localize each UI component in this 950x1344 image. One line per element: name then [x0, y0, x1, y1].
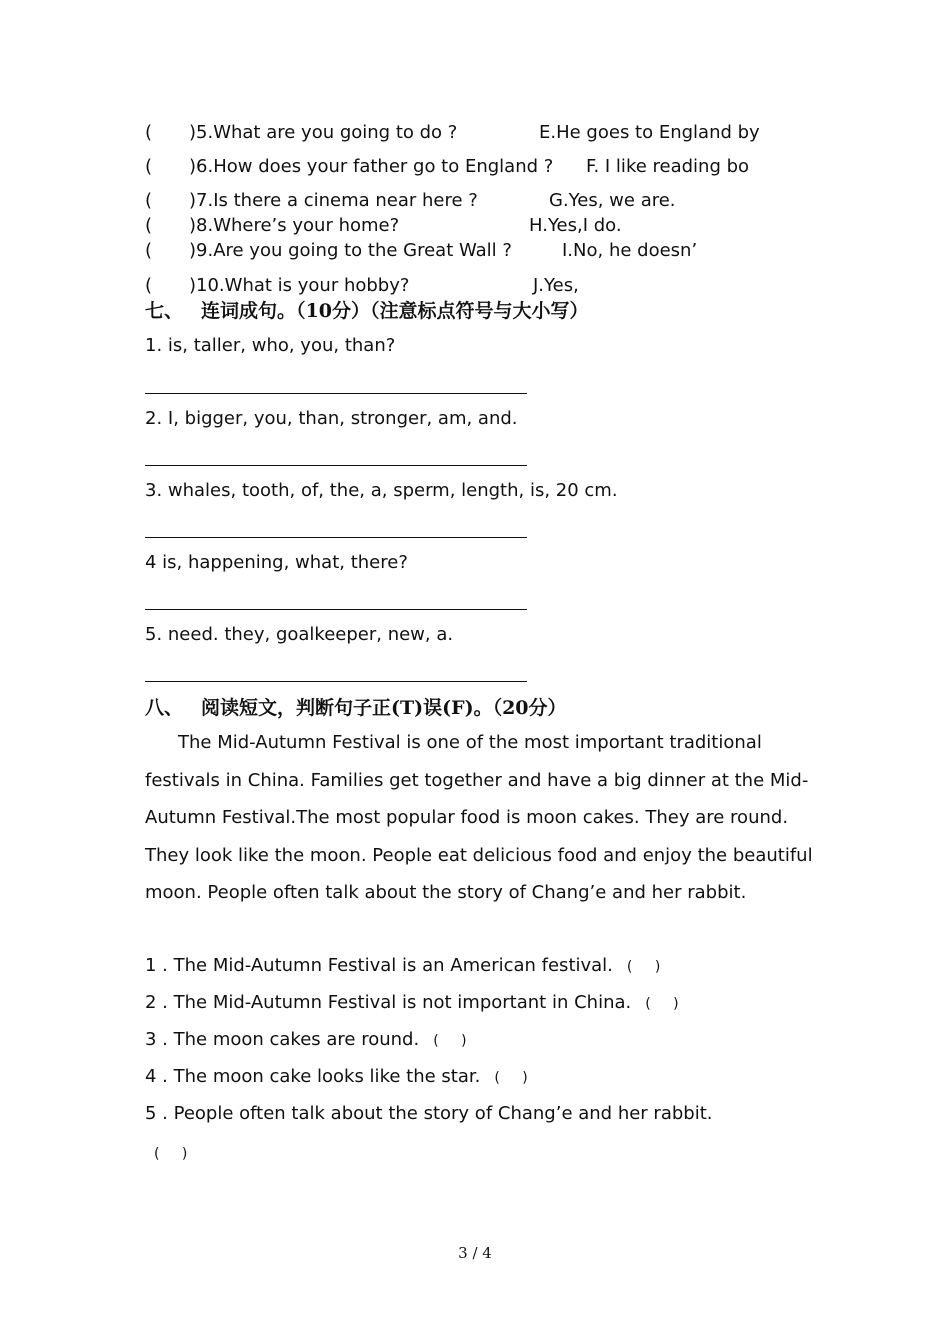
- question-text: )9.Are you going to the Great Wall ?: [189, 240, 512, 261]
- section-title: 连词成句。（10分）（注意标点符号与大小写）: [201, 300, 589, 322]
- answer-paren: (: [145, 240, 153, 261]
- answer-option: F. I like reading bo: [586, 156, 750, 177]
- answer-paren: (: [145, 275, 153, 296]
- answer-option: E.He goes to England by: [539, 122, 760, 143]
- tf-statement: [145, 992, 679, 1015]
- question-text: )6.How does your father go to England ?: [189, 156, 554, 177]
- answer-blank[interactable]: [145, 465, 527, 466]
- statement-text: 3 . The moon cakes are round.: [145, 1029, 420, 1050]
- tf-statement: [145, 955, 660, 978]
- section-number: 八、: [145, 697, 184, 719]
- answer-paren[interactable]: ( ): [154, 1146, 188, 1162]
- page-number: 3 / 4: [458, 1244, 492, 1262]
- section-number: 七、: [145, 300, 184, 322]
- question-text: )5.What are you going to do ?: [189, 122, 458, 143]
- question-text: )8.Where’s your home?: [189, 215, 400, 236]
- sentence-item: 5. need. they, goalkeeper, new, a.: [145, 624, 454, 645]
- tf-statement: [145, 1029, 467, 1052]
- tf-statement-paren: [140, 1142, 187, 1165]
- answer-blank[interactable]: [145, 393, 527, 394]
- statement-text: 5 . People often talk about the story of Chang’e and her rabbit.: [145, 1103, 713, 1124]
- answer-paren: (: [145, 190, 153, 211]
- answer-option: H.Yes,I do.: [529, 215, 622, 236]
- section-7-heading: [145, 299, 588, 323]
- sentence-item: 4 is, happening, what, there?: [145, 552, 408, 573]
- sentence-item: 1. is, taller, who, you, than?: [145, 335, 396, 356]
- question-text: )7.Is there a cinema near here ?: [189, 190, 478, 211]
- statement-text: 1 . The Mid-Autumn Festival is an American festival.: [145, 955, 613, 976]
- tf-statement: [145, 1066, 528, 1089]
- answer-paren[interactable]: ( ): [626, 959, 661, 975]
- answer-paren[interactable]: ( ): [494, 1070, 528, 1086]
- answer-paren: (: [145, 215, 153, 236]
- section-8-heading: [145, 696, 567, 720]
- sentence-item: 2. I, bigger, you, than, stronger, am, and.: [145, 408, 518, 429]
- answer-option: I.No, he doesn’: [562, 240, 698, 261]
- answer-paren[interactable]: ( ): [433, 1033, 467, 1049]
- answer-blank[interactable]: [145, 609, 527, 610]
- section-title: 阅读短文，判断句子正(T)误(F)。（20分）: [201, 697, 567, 719]
- tf-statement: [145, 1103, 713, 1125]
- answer-option: G.Yes, we are.: [549, 190, 676, 211]
- question-text: )10.What is your hobby?: [189, 275, 410, 296]
- statement-text: 4 . The moon cake looks like the star.: [145, 1066, 481, 1087]
- answer-paren[interactable]: ( ): [645, 996, 679, 1012]
- answer-option: J.Yes,: [533, 275, 579, 296]
- reading-passage: The Mid-Autumn Festival is one of the most important traditional festivals in China. Families get together and have a big dinner at the Mid-Autumn Festival.The most popular food is moon cakes. They are round. They look like the moon. People eat delicious food and enjoy the beautiful moon. People often talk about the story of Chang’e and her rabbit.: [145, 732, 813, 903]
- answer-blank[interactable]: [145, 681, 527, 682]
- answer-blank[interactable]: [145, 537, 527, 538]
- statement-text: 2 . The Mid-Autumn Festival is not important in China.: [145, 992, 632, 1013]
- sentence-item: 3. whales, tooth, of, the, a, sperm, length, is, 20 cm.: [145, 480, 618, 501]
- answer-paren: (: [145, 122, 153, 143]
- answer-paren: (: [145, 156, 153, 177]
